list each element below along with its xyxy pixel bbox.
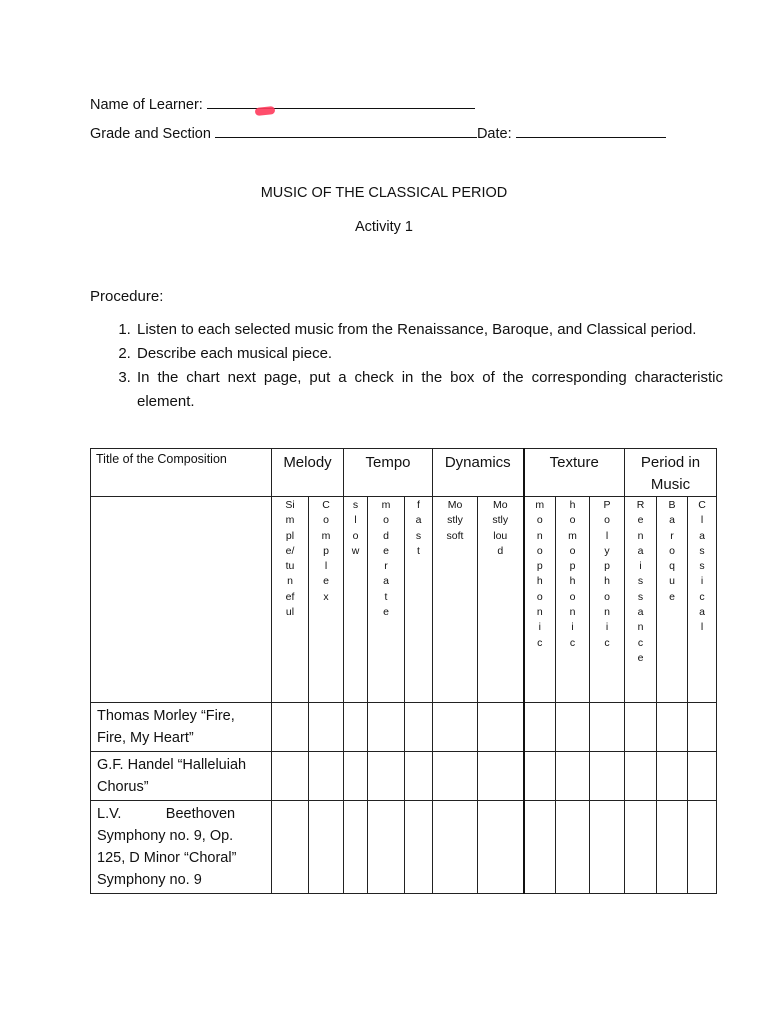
check-cell[interactable]	[405, 703, 433, 752]
check-cell[interactable]	[405, 752, 433, 801]
check-cell[interactable]	[433, 703, 478, 752]
grade-section-field	[90, 123, 666, 142]
check-cell[interactable]	[657, 703, 688, 752]
check-cell[interactable]	[368, 801, 405, 894]
col-mostly-soft: Mo stly soft	[433, 497, 478, 703]
procedure-heading: Procedure:	[90, 288, 164, 305]
check-cell[interactable]	[309, 752, 344, 801]
check-cell[interactable]	[590, 752, 625, 801]
check-cell[interactable]	[625, 752, 657, 801]
tempo-header: Tempo	[344, 449, 433, 497]
check-cell[interactable]	[556, 752, 590, 801]
period-header: Period in Music	[625, 449, 717, 497]
check-cell[interactable]	[309, 801, 344, 894]
column-labels-row	[91, 497, 717, 703]
check-cell[interactable]	[657, 801, 688, 894]
document-title: MUSIC OF THE CLASSICAL PERIOD	[260, 185, 508, 201]
check-cell[interactable]	[368, 752, 405, 801]
col-moderate: m o d e r a t e	[368, 497, 405, 703]
col-simple-tuneful: Si m pl e/ tu n ef ul	[272, 497, 309, 703]
col-classical: C l a s s i c a l	[688, 497, 717, 703]
col-baroque: B a r o q u e	[657, 497, 688, 703]
check-cell[interactable]	[272, 752, 309, 801]
procedure-step: 1. Listen to each selected music from the Renaissance, Baroque, and Classical period.	[135, 318, 723, 342]
check-cell[interactable]	[625, 801, 657, 894]
composition-title: Thomas Morley “Fire, Fire, My Heart”	[91, 703, 272, 752]
table-row	[91, 752, 717, 801]
characteristics-chart	[90, 448, 717, 894]
col-fast: f a s t	[405, 497, 433, 703]
check-cell[interactable]	[368, 703, 405, 752]
composition-title: L.V. Beethoven Symphony no. 9, Op. 125, D Minor “Choral” Symphony no. 9	[91, 801, 272, 894]
procedure-steps	[90, 318, 723, 414]
check-cell[interactable]	[478, 801, 524, 894]
check-cell[interactable]	[688, 752, 717, 801]
composition-title-header: Title of the Composition	[91, 449, 272, 497]
learner-name-blank[interactable]	[207, 94, 475, 109]
table-row	[91, 703, 717, 752]
col-renaissance: R e n a i s s a n c e	[625, 497, 657, 703]
col-mostly-loud: Mo stly lou d	[478, 497, 524, 703]
check-cell[interactable]	[405, 801, 433, 894]
check-cell[interactable]	[657, 752, 688, 801]
check-cell[interactable]	[590, 801, 625, 894]
check-cell[interactable]	[524, 801, 556, 894]
melody-header: Melody	[272, 449, 344, 497]
check-cell[interactable]	[433, 801, 478, 894]
grade-section-label: Grade and Section	[90, 126, 211, 142]
check-cell[interactable]	[625, 703, 657, 752]
table-row	[91, 801, 717, 894]
check-cell[interactable]	[556, 801, 590, 894]
grade-section-blank[interactable]	[215, 123, 477, 138]
col-slow: s l o w	[344, 497, 368, 703]
col-monophonic: m o n o p h o n i c	[524, 497, 556, 703]
check-cell[interactable]	[344, 703, 368, 752]
col-polyphonic: P o l y p h o n i c	[590, 497, 625, 703]
activity-subtitle: Activity 1	[354, 219, 413, 235]
check-cell[interactable]	[478, 752, 524, 801]
check-cell[interactable]	[344, 752, 368, 801]
empty-title-cell	[91, 497, 272, 703]
check-cell[interactable]	[272, 801, 309, 894]
learner-name-field	[90, 94, 475, 113]
check-cell[interactable]	[688, 703, 717, 752]
date-label: Date:	[476, 126, 512, 142]
check-cell[interactable]	[524, 752, 556, 801]
check-cell[interactable]	[590, 703, 625, 752]
highlight-mark	[255, 106, 276, 116]
check-cell[interactable]	[344, 801, 368, 894]
check-cell[interactable]	[272, 703, 309, 752]
col-homophonic: h o m o p h o n i c	[556, 497, 590, 703]
composition-title: G.F. Handel “Halleluiah Chorus”	[91, 752, 272, 801]
check-cell[interactable]	[688, 801, 717, 894]
dynamics-header: Dynamics	[433, 449, 524, 497]
procedure-step: 2. Describe each musical piece.	[135, 342, 723, 366]
check-cell[interactable]	[524, 703, 556, 752]
col-complex: C o m p l e x	[309, 497, 344, 703]
check-cell[interactable]	[556, 703, 590, 752]
check-cell[interactable]	[309, 703, 344, 752]
check-cell[interactable]	[433, 752, 478, 801]
texture-header: Texture	[524, 449, 625, 497]
date-blank[interactable]	[516, 123, 666, 138]
check-cell[interactable]	[478, 703, 524, 752]
learner-name-label: Name of Learner:	[90, 97, 203, 113]
procedure-step: 3. In the chart next page, put a check in the box of the corresponding characteristic element.	[135, 366, 723, 414]
